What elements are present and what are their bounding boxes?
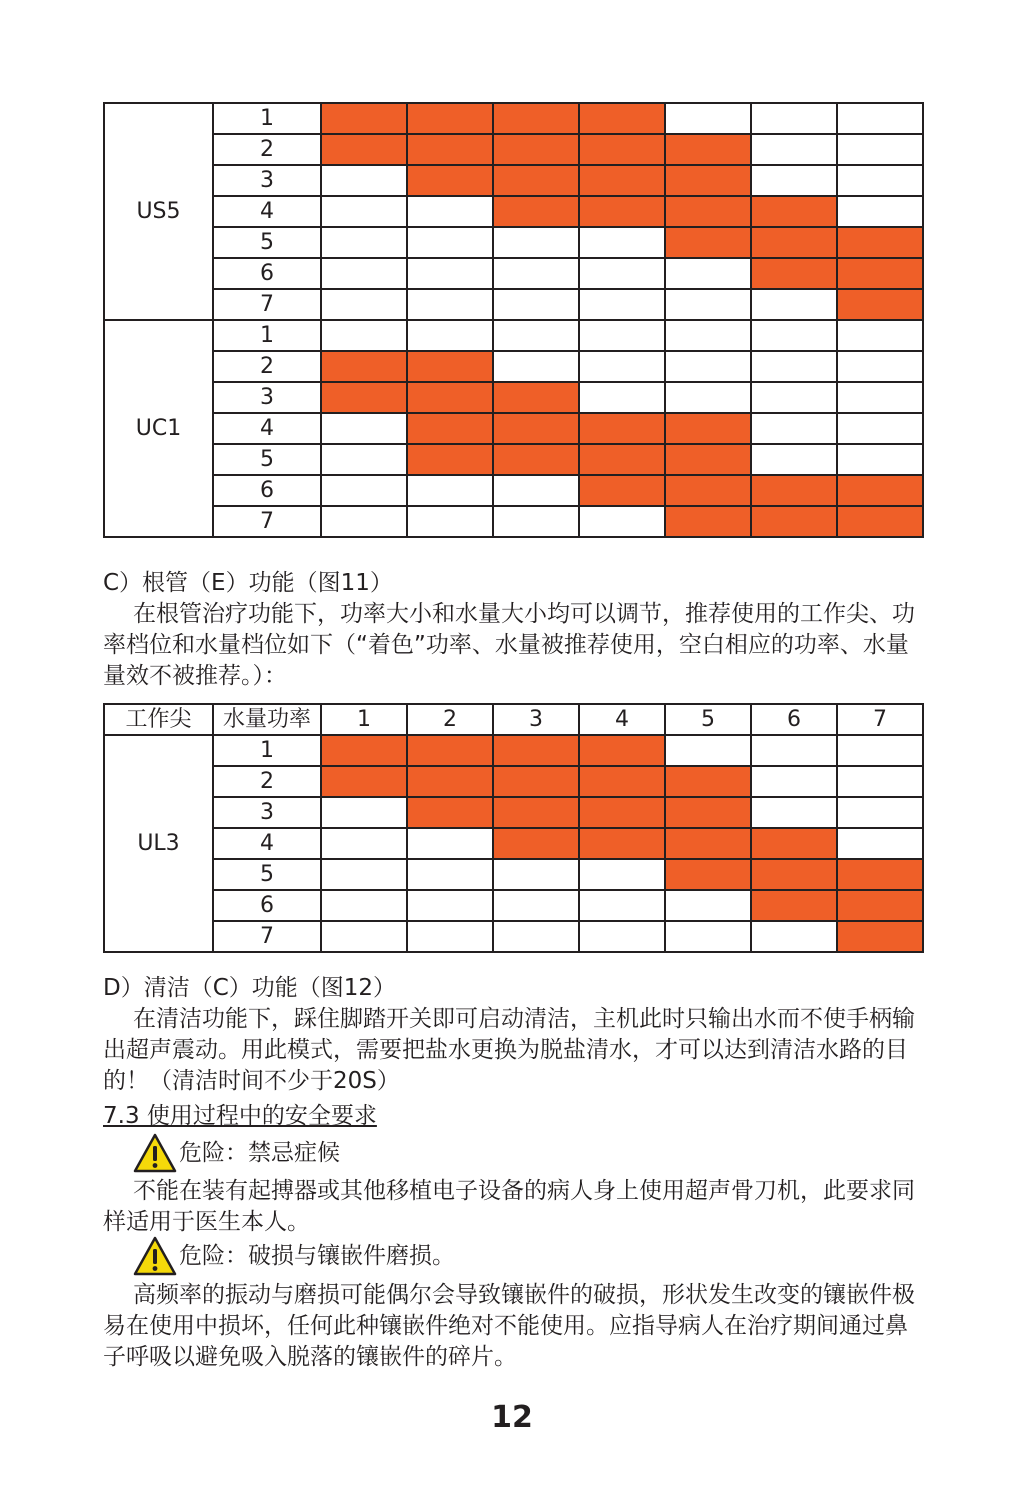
empty-cell: [751, 382, 837, 413]
section-c-body: 在根管治疗功能下，功率大小和水量大小均可以调节，推荐使用的工作尖、功率档位和水量档位如下（“着色”功率、水量被推荐使用，空白相应的功率、水量量效不被推荐。）：: [103, 601, 915, 689]
empty-cell: [837, 382, 923, 413]
warning-2: [133, 1236, 455, 1276]
empty-cell: [493, 921, 579, 952]
water-level: 6: [213, 258, 321, 289]
empty-cell: [321, 320, 407, 351]
header-power-3: 3: [493, 704, 579, 735]
empty-cell: [837, 413, 923, 444]
water-level: 3: [213, 797, 321, 828]
empty-cell: [321, 797, 407, 828]
empty-cell: [493, 227, 579, 258]
empty-cell: [751, 444, 837, 475]
empty-cell: [751, 165, 837, 196]
empty-cell: [321, 859, 407, 890]
empty-cell: [751, 766, 837, 797]
table-row: [104, 382, 923, 413]
table-row: [104, 735, 923, 766]
empty-cell: [493, 258, 579, 289]
section-d-title: D）清洁（C）功能（图12）: [103, 975, 397, 1001]
recommended-cell: [493, 382, 579, 413]
recommended-cell: [751, 475, 837, 506]
empty-cell: [493, 475, 579, 506]
empty-cell: [579, 890, 665, 921]
empty-cell: [579, 289, 665, 320]
warning-2-text: 危险：破损与镶嵌件磨损。: [179, 1243, 455, 1269]
water-level: 7: [213, 506, 321, 537]
recommended-cell: [665, 134, 751, 165]
empty-cell: [321, 475, 407, 506]
empty-cell: [837, 797, 923, 828]
table-row: [104, 828, 923, 859]
recommended-cell: [579, 766, 665, 797]
table-row: [104, 351, 923, 382]
tip-label: UL3: [104, 735, 213, 952]
empty-cell: [751, 413, 837, 444]
table-row: [104, 475, 923, 506]
recommended-cell: [837, 289, 923, 320]
table-row: [104, 797, 923, 828]
empty-cell: [321, 196, 407, 227]
recommended-cell: [407, 134, 493, 165]
water-level: 2: [213, 766, 321, 797]
recommended-cell: [837, 859, 923, 890]
page-number: 12: [491, 1400, 533, 1435]
water-level: 5: [213, 444, 321, 475]
water-level: 6: [213, 475, 321, 506]
empty-cell: [321, 890, 407, 921]
table-row: [104, 258, 923, 289]
empty-cell: [407, 475, 493, 506]
water-level: 3: [213, 382, 321, 413]
header-power-4: 4: [579, 704, 665, 735]
recommended-cell: [321, 382, 407, 413]
recommended-cell: [321, 351, 407, 382]
water-level: 2: [213, 351, 321, 382]
header-water-power: 水量功率: [213, 704, 321, 735]
empty-cell: [837, 828, 923, 859]
empty-cell: [579, 320, 665, 351]
recommended-cell: [751, 506, 837, 537]
recommended-cell: [579, 735, 665, 766]
empty-cell: [837, 444, 923, 475]
table-row: [104, 766, 923, 797]
empty-cell: [837, 766, 923, 797]
empty-cell: [493, 859, 579, 890]
table-row: [104, 165, 923, 196]
water-level: 5: [213, 227, 321, 258]
recommended-cell: [493, 766, 579, 797]
empty-cell: [665, 320, 751, 351]
recommended-cell: [407, 165, 493, 196]
water-level: 1: [213, 735, 321, 766]
table-row: [104, 444, 923, 475]
empty-cell: [407, 227, 493, 258]
table-row: [104, 890, 923, 921]
recommended-cell: [579, 196, 665, 227]
empty-cell: [751, 134, 837, 165]
recommended-cell: [751, 196, 837, 227]
section-c-title: C）根管（E）功能（图11）: [103, 570, 393, 596]
empty-cell: [321, 258, 407, 289]
recommended-cell: [665, 227, 751, 258]
recommended-cell: [579, 797, 665, 828]
empty-cell: [407, 320, 493, 351]
water-level: 1: [213, 320, 321, 351]
recommended-cell: [407, 766, 493, 797]
empty-cell: [579, 227, 665, 258]
table-row: [104, 227, 923, 258]
recommended-cell: [493, 165, 579, 196]
table-row: [104, 289, 923, 320]
empty-cell: [493, 890, 579, 921]
empty-cell: [751, 797, 837, 828]
table-row: [104, 134, 923, 165]
recommended-cell: [407, 444, 493, 475]
recommended-cell: [751, 828, 837, 859]
empty-cell: [837, 196, 923, 227]
recommended-cell: [493, 134, 579, 165]
empty-cell: [579, 258, 665, 289]
header-power-2: 2: [407, 704, 493, 735]
empty-cell: [321, 506, 407, 537]
table-row: [104, 921, 923, 952]
warning-2-body: 高频率的振动与磨损可能偶尔会导致镶嵌件的破损，形状发生改变的镶嵌件极易在使用中损坏，任何此种镶嵌件绝对不能使用。应指导病人在治疗期间通过鼻子呼吸以避免吸入脱落的镶嵌件的碎片。: [103, 1282, 915, 1370]
recommended-cell: [407, 797, 493, 828]
empty-cell: [579, 382, 665, 413]
empty-cell: [751, 735, 837, 766]
empty-cell: [321, 165, 407, 196]
recommendation-table-top: [103, 102, 924, 538]
empty-cell: [837, 103, 923, 134]
recommended-cell: [665, 797, 751, 828]
recommended-cell: [837, 227, 923, 258]
water-level: 1: [213, 103, 321, 134]
warning-1-text: 危险：禁忌症候: [179, 1140, 340, 1166]
empty-cell: [493, 320, 579, 351]
recommended-cell: [837, 506, 923, 537]
section-d-body: 在清洁功能下，踩住脚踏开关即可启动清洁，主机此时只输出水而不使手柄输出超声震动。用此模式，需要把盐水更换为脱盐清水，才可以达到清洁水路的目的！（清洁时间不少于20S）: [103, 1006, 915, 1094]
header-tip: 工作尖: [104, 704, 213, 735]
recommended-cell: [579, 134, 665, 165]
empty-cell: [837, 165, 923, 196]
recommended-cell: [579, 165, 665, 196]
recommended-cell: [407, 382, 493, 413]
empty-cell: [493, 351, 579, 382]
water-level: 4: [213, 196, 321, 227]
warning-1-body: 不能在装有起搏器或其他移植电子设备的病人身上使用超声骨刀机，此要求同样适用于医生本人。: [103, 1178, 915, 1235]
empty-cell: [321, 413, 407, 444]
empty-cell: [579, 859, 665, 890]
recommended-cell: [321, 766, 407, 797]
recommended-cell: [407, 103, 493, 134]
header-power-1: 1: [321, 704, 407, 735]
recommended-cell: [493, 797, 579, 828]
recommended-cell: [579, 828, 665, 859]
recommended-cell: [579, 475, 665, 506]
empty-cell: [751, 351, 837, 382]
recommended-cell: [493, 735, 579, 766]
recommended-cell: [837, 258, 923, 289]
warning-triangle-icon: [133, 1133, 177, 1173]
empty-cell: [321, 289, 407, 320]
recommended-cell: [665, 766, 751, 797]
recommended-cell: [321, 735, 407, 766]
table-row: [104, 506, 923, 537]
warning-triangle-icon: [133, 1236, 177, 1276]
table-row: [104, 859, 923, 890]
recommended-cell: [407, 351, 493, 382]
recommended-cell: [579, 444, 665, 475]
recommended-cell: [493, 103, 579, 134]
empty-cell: [407, 921, 493, 952]
empty-cell: [321, 921, 407, 952]
recommended-cell: [837, 921, 923, 952]
recommendation-table-bottom: [103, 703, 924, 953]
empty-cell: [321, 828, 407, 859]
recommended-cell: [407, 413, 493, 444]
recommended-cell: [665, 444, 751, 475]
table-row: [104, 103, 923, 134]
tip-label: UC1: [104, 320, 213, 537]
empty-cell: [751, 320, 837, 351]
empty-cell: [665, 382, 751, 413]
recommended-cell: [665, 828, 751, 859]
water-level: 7: [213, 921, 321, 952]
recommended-cell: [321, 134, 407, 165]
recommended-cell: [665, 165, 751, 196]
table-row: [104, 196, 923, 227]
empty-cell: [837, 351, 923, 382]
empty-cell: [579, 351, 665, 382]
empty-cell: [407, 506, 493, 537]
recommended-cell: [751, 258, 837, 289]
empty-cell: [665, 890, 751, 921]
tip-label: US5: [104, 103, 213, 320]
table-row: [104, 320, 923, 351]
water-level: 3: [213, 165, 321, 196]
empty-cell: [665, 258, 751, 289]
empty-cell: [493, 506, 579, 537]
recommended-cell: [751, 859, 837, 890]
header-power-5: 5: [665, 704, 751, 735]
recommended-cell: [751, 890, 837, 921]
empty-cell: [665, 103, 751, 134]
recommended-cell: [665, 859, 751, 890]
header-power-7: 7: [837, 704, 923, 735]
empty-cell: [665, 921, 751, 952]
water-level: 5: [213, 859, 321, 890]
table-row: [104, 413, 923, 444]
empty-cell: [579, 921, 665, 952]
empty-cell: [837, 735, 923, 766]
water-level: 6: [213, 890, 321, 921]
recommended-cell: [493, 828, 579, 859]
recommended-cell: [493, 196, 579, 227]
empty-cell: [751, 921, 837, 952]
recommended-cell: [321, 103, 407, 134]
water-level: 4: [213, 413, 321, 444]
empty-cell: [321, 444, 407, 475]
recommended-cell: [579, 413, 665, 444]
recommended-cell: [665, 413, 751, 444]
recommended-cell: [665, 196, 751, 227]
section-heading-7-3: 7.3 使用过程中的安全要求: [103, 1103, 377, 1129]
empty-cell: [407, 196, 493, 227]
empty-cell: [751, 289, 837, 320]
recommended-cell: [407, 735, 493, 766]
empty-cell: [665, 351, 751, 382]
recommended-cell: [751, 227, 837, 258]
empty-cell: [407, 289, 493, 320]
recommended-cell: [837, 475, 923, 506]
empty-cell: [407, 890, 493, 921]
recommended-cell: [579, 103, 665, 134]
empty-cell: [665, 735, 751, 766]
recommended-cell: [665, 506, 751, 537]
empty-cell: [837, 320, 923, 351]
table-header-row: [104, 704, 923, 735]
empty-cell: [751, 103, 837, 134]
recommended-cell: [665, 475, 751, 506]
recommended-cell: [837, 890, 923, 921]
header-power-6: 6: [751, 704, 837, 735]
empty-cell: [407, 828, 493, 859]
empty-cell: [407, 258, 493, 289]
empty-cell: [407, 859, 493, 890]
water-level: 2: [213, 134, 321, 165]
recommended-cell: [493, 444, 579, 475]
water-level: 7: [213, 289, 321, 320]
empty-cell: [493, 289, 579, 320]
recommended-cell: [493, 413, 579, 444]
warning-1: [133, 1133, 340, 1173]
empty-cell: [837, 134, 923, 165]
water-level: 4: [213, 828, 321, 859]
empty-cell: [665, 289, 751, 320]
empty-cell: [321, 227, 407, 258]
empty-cell: [579, 506, 665, 537]
